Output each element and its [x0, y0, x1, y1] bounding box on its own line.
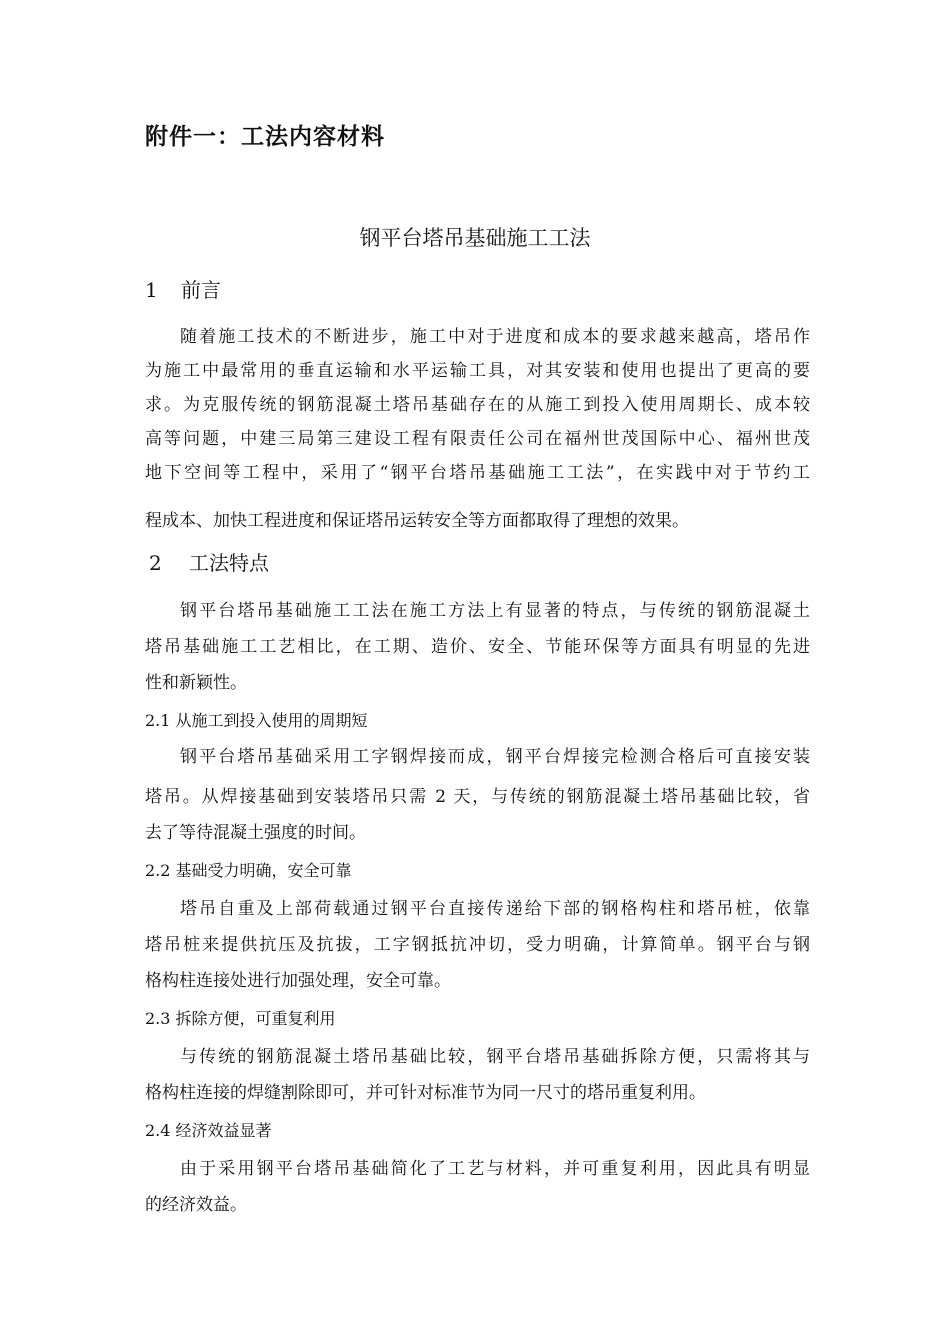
section-2-title: 工法特点 [189, 551, 269, 575]
subsection-2-1-title: 2.1 从施工到投入使用的周期短 [145, 711, 368, 730]
paragraph-line: 随着施工技术的不断进步，施工中对于进度和成本的要求越来越高，塔吊作 [180, 327, 810, 347]
paragraph-line: 性和新颖性。 [145, 673, 247, 693]
paragraph-line: 地下空间等工程中，采用了“钢平台塔吊基础施工工法”，在实践中对于节约工 [145, 463, 810, 483]
section-1-heading [145, 274, 221, 303]
paragraph-line: 格构柱连接的焊缝割除即可，并可针对标准节为同一尺寸的塔吊重复利用。 [145, 1083, 706, 1103]
subsection-2-4-title: 2.4 经济效益显著 [145, 1121, 272, 1140]
paragraph-line: 高等问题，中建三局第三建设工程有限责任公司在福州世茂国际中心、福州世茂 [145, 429, 810, 449]
paragraph-line: 程成本、加快工程进度和保证塔吊运转安全等方面都取得了理想的效果。 [145, 511, 689, 531]
paragraph-line: 的经济效益。 [145, 1195, 247, 1215]
subsection-2-3-title: 2.3 拆除方便，可重复利用 [145, 1009, 336, 1028]
paragraph-line: 塔吊。从焊接基础到安装塔吊只需 2 天，与传统的钢筋混凝土塔吊基础比较，省 [145, 787, 810, 807]
paragraph-line: 格构柱连接处进行加强处理，安全可靠。 [145, 971, 451, 991]
paragraph-line: 塔吊自重及上部荷载通过钢平台直接传递给下部的钢格构柱和塔吊桩，依靠 [180, 899, 810, 919]
paragraph-line: 去了等待混凝土强度的时间。 [145, 823, 366, 843]
section-2-heading [149, 547, 269, 576]
paragraph-line: 与传统的钢筋混凝土塔吊基础比较，钢平台塔吊基础拆除方便，只需将其与 [180, 1047, 810, 1067]
paragraph-line: 为施工中最常用的垂直运输和水平运输工具，对其安装和使用也提出了更高的要 [145, 361, 810, 381]
document-title: 钢平台塔吊基础施工工法 [359, 226, 591, 250]
paragraph-line: 钢平台塔吊基础采用工字钢焊接而成，钢平台焊接完检测合格后可直接安装 [180, 747, 810, 767]
appendix-title: 附件一：工法内容材料 [145, 124, 385, 150]
section-2-number: 2 [149, 551, 162, 575]
paragraph-line: 塔吊桩来提供抗压及抗拔，工字钢抵抗冲切，受力明确，计算简单。钢平台与钢 [145, 935, 810, 955]
paragraph-line: 由于采用钢平台塔吊基础简化了工艺与材料，并可重复利用，因此具有明显 [180, 1159, 810, 1179]
section-1-number: 1 [145, 278, 158, 302]
paragraph-line: 塔吊基础施工工艺相比，在工期、造价、安全、节能环保等方面具有明显的先进 [145, 637, 810, 657]
paragraph-line: 钢平台塔吊基础施工工法在施工方法上有显著的特点，与传统的钢筋混凝土 [180, 601, 810, 621]
subsection-2-2-title: 2.2 基础受力明确，安全可靠 [145, 861, 352, 880]
paragraph-line: 求。为克服传统的钢筋混凝土塔吊基础存在的从施工到投入使用周期长、成本较 [145, 395, 810, 415]
section-1-title: 前言 [181, 278, 221, 302]
